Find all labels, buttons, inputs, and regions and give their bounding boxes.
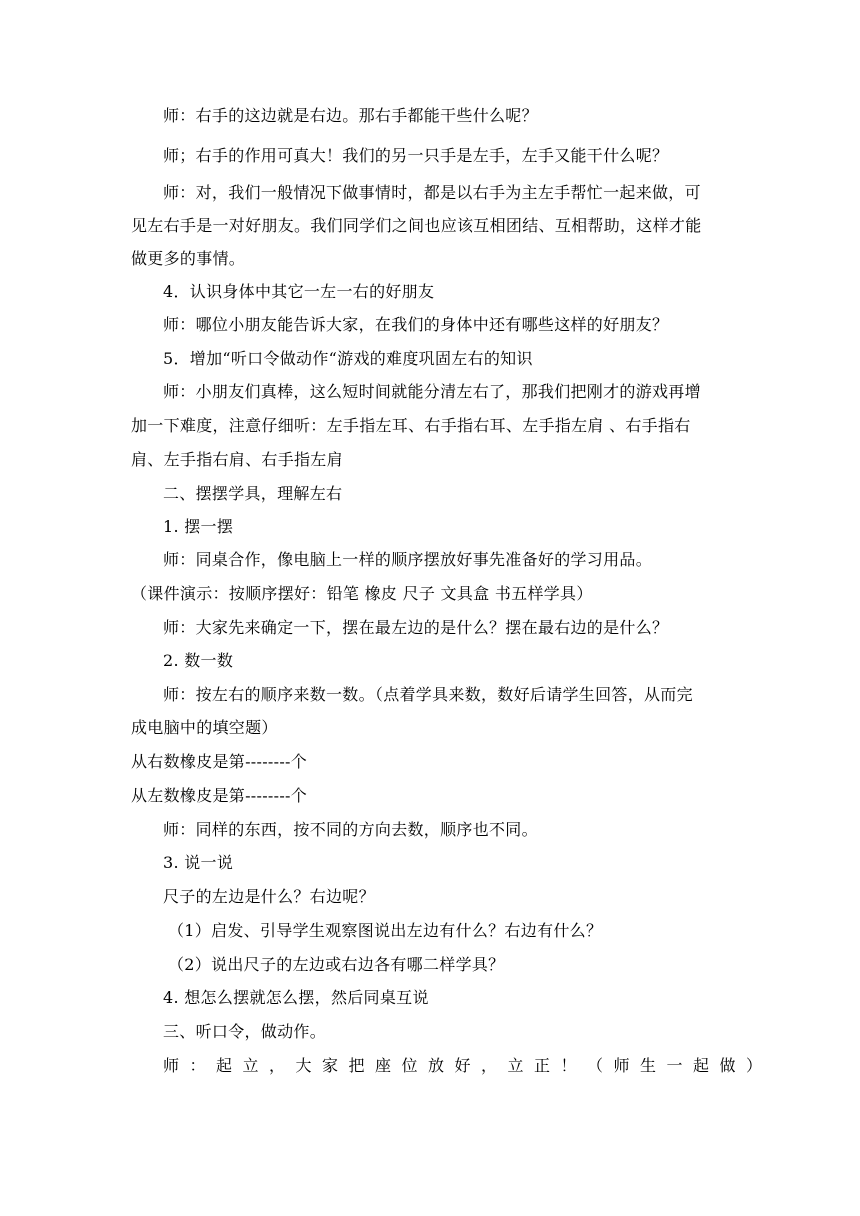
paragraph-line: 师：对，我们一般情况下做事情时，都是以右手为主左手帮忙一起来做，可 bbox=[163, 183, 701, 202]
paragraph-line: 尺子的左边是什么？右边呢？ bbox=[163, 887, 375, 906]
paragraph-line: 师；右手的作用可真大！我们的另一只手是左手，左手又能干什么呢？ bbox=[163, 146, 669, 165]
subsection-heading: 4. 想怎么摆就怎么摆，然后同桌互说 bbox=[163, 988, 429, 1007]
subsection-heading: 2. 数一数 bbox=[163, 651, 234, 670]
paragraph-line: 肩、左手指右肩、右手指左肩 bbox=[131, 450, 343, 469]
paragraph-line: 加一下难度，注意仔细听：左手指左耳、右手指右耳、左手指左肩 、右手指右 bbox=[131, 416, 691, 435]
paragraph-line: （1）启发、引导学生观察图说出左边有什么？右边有什么？ bbox=[168, 921, 603, 940]
paragraph-line: 成电脑中的填空题） bbox=[131, 718, 278, 737]
paragraph-line: 从右数橡皮是第--------个 bbox=[131, 752, 308, 771]
paragraph-line: 师：同桌合作，像电脑上一样的顺序摆放好事先准备好的学习用品。 bbox=[163, 550, 653, 569]
paragraph-line: 见左右手是一对好朋友。我们同学们之间也应该互相团结、互相帮助，这样才能 bbox=[131, 216, 702, 235]
paragraph-line: （课件演示：按顺序摆好：铅笔 橡皮 尺子 文具盒 书五样学具） bbox=[131, 584, 593, 603]
section-heading: 5．增加“听口令做动作“游戏的难度巩固左右的知识 bbox=[163, 349, 533, 368]
section-heading: 三、听口令，做动作。 bbox=[163, 1022, 327, 1041]
paragraph-line: 师：大家先来确定一下，摆在最左边的是什么？摆在最右边的是什么？ bbox=[163, 618, 669, 637]
subsection-heading: 1. 摆一摆 bbox=[163, 517, 234, 536]
paragraph-line: 师：同样的东西，按不同的方向去数，顺序也不同。 bbox=[163, 820, 538, 839]
paragraph-line: 师：右手的这边就是右边。那右手都能干些什么呢？ bbox=[163, 106, 538, 125]
subsection-heading: 3. 说一说 bbox=[163, 853, 234, 872]
paragraph-line: 师：小朋友们真棒，这么短时间就能分清左右了，那我们把刚才的游戏再增 bbox=[163, 382, 701, 401]
section-heading: 4．认识身体中其它一左一右的好朋友 bbox=[163, 282, 435, 301]
paragraph-line: 师：按左右的顺序来数一数。（点着学具来数，数好后请学生回答，从而完 bbox=[163, 685, 693, 704]
section-heading: 二、摆摆学具，理解左右 bbox=[163, 484, 343, 503]
paragraph-line: 师：哪位小朋友能告诉大家，在我们的身体中还有哪些这样的好朋友？ bbox=[163, 315, 669, 334]
paragraph-line: （2）说出尺子的左边或右边各有哪二样学具？ bbox=[168, 955, 505, 974]
paragraph-line: 师：起立，大家把座位放好，立正！（师生一起做） bbox=[163, 1056, 773, 1075]
paragraph-line: 做更多的事情。 bbox=[131, 249, 246, 268]
paragraph-line: 从左数橡皮是第--------个 bbox=[131, 786, 308, 805]
